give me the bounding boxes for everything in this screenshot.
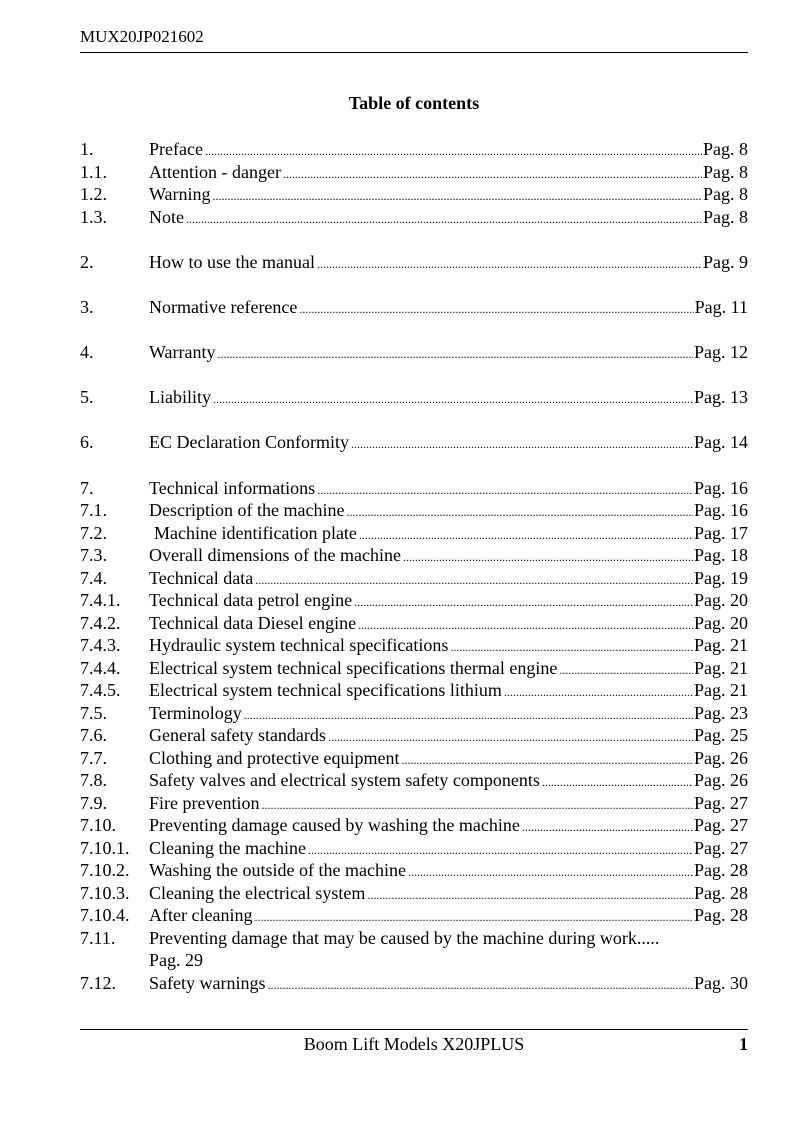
toc-entry-page: Pag. 23: [694, 702, 748, 723]
toc-entry-page: Pag. 21: [694, 680, 748, 701]
dot-leader: [317, 251, 702, 276]
dot-leader: [522, 814, 693, 839]
toc-entry-number: 3.: [80, 296, 94, 317]
toc-entry-page: Pag. 20: [694, 612, 748, 633]
toc-entry-page: Pag. 13: [694, 387, 748, 408]
dot-leader: [255, 567, 693, 592]
toc-entry-number: 7.: [80, 477, 94, 498]
dot-leader: [213, 183, 702, 208]
toc-entry-number: 1.3.: [80, 206, 107, 227]
toc-entry-page: Pag. 28: [694, 882, 748, 903]
toc-entry-title: Electrical system technical specifications thermal engine: [149, 657, 558, 678]
toc-entry-page: Pag. 8: [703, 161, 748, 182]
toc-entry-title: Cleaning the machine: [149, 837, 306, 858]
toc-entry-7-11[interactable]: [80, 927, 748, 972]
dot-leader: [346, 499, 693, 524]
toc-entry-page: Pag. 16: [694, 500, 748, 521]
toc-entry-page: Pag. 21: [694, 635, 748, 656]
toc-entry-number: 7.4.2.: [80, 612, 121, 633]
toc-entry-page: Pag. 18: [694, 545, 748, 566]
dot-leader: [401, 747, 693, 772]
toc-entry-7-4-2[interactable]: [80, 612, 748, 635]
toc-entry-number: 7.4.: [80, 567, 107, 588]
dot-leader: [283, 161, 702, 186]
toc-entry-title: Safety valves and electrical system safety components: [149, 770, 540, 791]
toc-entry-number: 7.6.: [80, 725, 107, 746]
dot-leader: [261, 792, 693, 817]
dot-leader: [559, 657, 693, 682]
toc-entry-title: Normative reference: [149, 296, 298, 317]
toc-entry-number: 2.: [80, 251, 94, 272]
toc-entry-page: Pag. 8: [703, 206, 748, 227]
toc-entry-page: Pag. 29: [149, 950, 203, 971]
toc-entry-number: 7.11.: [80, 927, 116, 948]
dot-leader: [186, 206, 702, 231]
toc-entry-number: 7.7.: [80, 747, 107, 768]
toc-entry-number: 7.12.: [80, 972, 116, 993]
table-of-contents: [80, 138, 748, 994]
toc-entry-title: Warranty: [149, 342, 216, 363]
toc-entry-2[interactable]: [80, 251, 748, 274]
toc-entry-number: 7.5.: [80, 702, 107, 723]
toc-entry-number: 7.3.: [80, 545, 107, 566]
toc-entry-page: Pag. 19: [694, 567, 748, 588]
toc-entry-7-10[interactable]: [80, 814, 748, 837]
dot-leader: [317, 477, 693, 502]
toc-entry-number: 7.4.3.: [80, 635, 121, 656]
dot-leader: [408, 859, 693, 884]
toc-entry-number: 7.8.: [80, 770, 107, 791]
toc-entry-title: Terminology: [149, 702, 242, 723]
dot-leader: [218, 341, 693, 366]
toc-entry-1-3[interactable]: [80, 206, 748, 229]
toc-entry-3[interactable]: [80, 296, 748, 319]
toc-entry-number: 4.: [80, 342, 94, 363]
toc-entry-7-7[interactable]: [80, 747, 748, 770]
dot-leader: [254, 904, 693, 929]
document-code: MUX20JP021602: [80, 27, 204, 46]
toc-entry-7[interactable]: [80, 477, 748, 500]
dot-leader: [450, 634, 693, 659]
dot-leader: [213, 386, 693, 411]
toc-entry-title: Overall dimensions of the machine: [149, 545, 401, 566]
dot-leader: [267, 972, 693, 997]
toc-entry-7-8[interactable]: [80, 769, 748, 792]
toc-entry-7-10-3[interactable]: [80, 882, 748, 905]
toc-entry-page: Pag. 27: [694, 792, 748, 813]
page-number: 1: [739, 1034, 748, 1054]
dot-leader: [244, 702, 693, 727]
toc-entry-number: 5.: [80, 387, 94, 408]
toc-entry-title: Fire prevention: [149, 792, 260, 813]
toc-entry-number: 7.2.: [80, 522, 107, 543]
footer-title: Boom Lift Models X20JPLUS: [303, 1034, 525, 1054]
toc-entry-7-4[interactable]: [80, 567, 748, 590]
toc-entry-title: Preventing damage that may be caused by the machine during work.....: [149, 927, 660, 948]
toc-entry-page: Pag. 30: [694, 972, 748, 993]
toc-entry-page: Pag. 25: [694, 725, 748, 746]
toc-entry-7-5[interactable]: [80, 702, 748, 725]
toc-entry-page: Pag. 28: [694, 860, 748, 881]
toc-entry-number: 7.10.: [80, 815, 116, 836]
toc-entry-7-10-4[interactable]: [80, 904, 748, 927]
toc-title: Table of contents: [348, 93, 480, 113]
dot-leader: [358, 612, 693, 637]
toc-entry-title: Preface: [149, 139, 203, 159]
dot-leader: [351, 431, 693, 456]
toc-entry-number: 7.10.4.: [80, 905, 130, 926]
toc-entry-title: Note: [149, 206, 184, 227]
toc-entry-title: Attention - danger: [149, 161, 281, 182]
toc-entry-number: 7.4.4.: [80, 657, 121, 678]
toc-entry-1-1[interactable]: [80, 161, 748, 184]
dot-leader: [308, 837, 693, 862]
toc-entry-number: 7.10.2.: [80, 860, 130, 881]
toc-entry-1-2[interactable]: [80, 183, 748, 206]
toc-entry-title: Technical informations: [149, 477, 316, 498]
toc-entry-7-4-1[interactable]: [80, 589, 748, 612]
toc-entry-5[interactable]: [80, 386, 748, 409]
toc-entry-title: EC Declaration Conformity: [149, 432, 349, 453]
toc-entry-title: General safety standards: [149, 725, 326, 746]
toc-entry-title: Technical data: [149, 567, 254, 588]
dot-leader: [328, 724, 693, 749]
toc-entry-title: Technical data petrol engine: [149, 590, 353, 611]
dot-leader: [403, 544, 693, 569]
toc-entry-number: 7.4.1.: [80, 590, 121, 611]
toc-entry-page: Pag. 27: [694, 837, 748, 858]
toc-entry-page: Pag. 8: [703, 184, 748, 204]
toc-entry-4[interactable]: [80, 341, 748, 364]
toc-entry-7-10-1[interactable]: [80, 837, 748, 860]
toc-entry-page: Pag. 17: [694, 522, 748, 543]
toc-entry-page: Pag. 12: [694, 342, 748, 363]
toc-entry-page: Pag. 8: [703, 139, 748, 159]
toc-entry-7-12[interactable]: [80, 972, 748, 995]
toc-entry-title: Description of the machine: [149, 500, 345, 521]
toc-entry-number: 7.10.3.: [80, 882, 130, 903]
toc-entry-number: 7.10.1.: [80, 837, 130, 858]
toc-entry-title: Washing the outside of the machine: [149, 860, 406, 881]
toc-entry-page: Pag. 26: [694, 747, 748, 768]
toc-entry-page: Pag. 27: [694, 815, 748, 836]
toc-entry-page: Pag. 26: [694, 770, 748, 791]
toc-entry-page: Pag. 9: [703, 251, 748, 272]
toc-entry-number: 1.1.: [80, 161, 107, 182]
toc-entry-7-4-3[interactable]: [80, 634, 748, 657]
toc-entry-title: Cleaning the electrical system: [149, 882, 366, 903]
dot-leader: [299, 296, 693, 321]
toc-entry-number: 6.: [80, 432, 94, 453]
toc-entry-title: Technical data Diesel engine: [149, 612, 357, 633]
dot-leader: [359, 522, 693, 547]
toc-entry-7-1[interactable]: [80, 499, 748, 522]
toc-entry-title: Liability: [149, 387, 211, 408]
toc-entry-1[interactable]: [80, 138, 748, 161]
header-divider: [80, 52, 748, 53]
toc-entry-page: Pag. 20: [694, 590, 748, 611]
toc-entry-title: How to use the manual: [149, 251, 315, 272]
dot-leader: [354, 589, 693, 614]
toc-entry-7-4-5[interactable]: [80, 679, 748, 702]
toc-entry-7-3[interactable]: [80, 544, 748, 567]
footer-divider: [80, 1029, 748, 1030]
toc-entry-7-6[interactable]: [80, 724, 748, 747]
toc-entry-number: 7.4.5.: [80, 680, 121, 701]
toc-entry-title: After cleaning: [149, 905, 253, 926]
toc-entry-number: 1.: [80, 139, 94, 159]
toc-entry-page: Pag. 28: [694, 905, 748, 926]
toc-entry-7-2[interactable]: [80, 522, 748, 545]
toc-entry-page: Pag. 16: [694, 477, 748, 498]
toc-entry-title: Warning: [149, 184, 211, 204]
dot-leader: [367, 882, 693, 907]
toc-entry-number: 7.9.: [80, 792, 107, 813]
dot-leader: [542, 769, 693, 794]
toc-entry-number: 1.2.: [80, 184, 107, 204]
toc-entry-title: Clothing and protective equipment: [149, 747, 400, 768]
toc-entry-6[interactable]: [80, 431, 748, 454]
toc-entry-title: Machine identification plate: [154, 522, 357, 543]
toc-entry-7-9[interactable]: [80, 792, 748, 815]
toc-entry-number: 7.1.: [80, 500, 107, 521]
toc-entry-page: Pag. 21: [694, 657, 748, 678]
toc-entry-title: Preventing damage caused by washing the machine: [149, 815, 520, 836]
toc-entry-page: Pag. 11: [694, 296, 748, 317]
toc-entry-title: Electrical system technical specifications lithium: [149, 680, 502, 701]
toc-entry-7-10-2[interactable]: [80, 859, 748, 882]
dot-leader: [504, 679, 693, 704]
dot-leader: [205, 138, 702, 163]
toc-entry-title: Safety warnings: [149, 972, 266, 993]
toc-entry-7-4-4[interactable]: [80, 657, 748, 680]
toc-entry-title: Hydraulic system technical specifications: [149, 635, 449, 656]
toc-entry-page: Pag. 14: [694, 432, 748, 453]
